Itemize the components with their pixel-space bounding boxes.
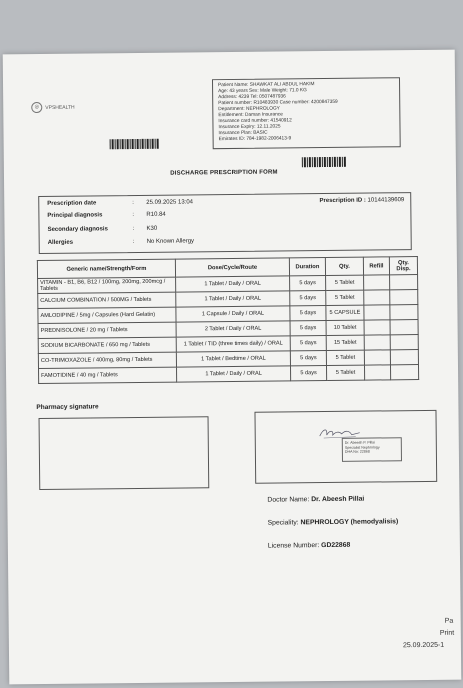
barcode-bar: [152, 139, 154, 149]
patient-info-line: Entitlement: Daman Insurance: [218, 112, 283, 119]
table-cell: 2 Tablet / Daily / ORAL: [176, 321, 290, 337]
patient-info-line: Age: 43 years Sex: Male Weight: 71.0 KG: [218, 88, 307, 95]
pharmacy-signature-label: Pharmacy signature: [36, 403, 99, 412]
table-cell: 5 days: [290, 351, 326, 366]
doctor-name-line: [267, 496, 364, 504]
barcode-bar: [112, 139, 114, 149]
table-cell: 10 Tablet: [326, 320, 364, 335]
table-cell: 5 Tablet: [326, 365, 364, 380]
barcode-bar: [150, 139, 151, 149]
secondary-diagnosis-label: Secondary diagnosis: [47, 226, 108, 233]
table-cell: [390, 275, 418, 290]
table-row: [39, 365, 419, 384]
barcode-bar: [332, 157, 333, 167]
table-cell: 5 Tablet: [326, 275, 364, 290]
patient-info-line: Address: 4239 Tel: 0507487936: [218, 94, 286, 101]
table-cell: [390, 335, 418, 350]
table-cell: [364, 335, 390, 350]
column-header: Qty.: [325, 257, 363, 275]
barcode-bar: [120, 139, 121, 149]
doctor-stamp: [342, 437, 402, 462]
patient-info-line: Insurance Plan: BASIC: [218, 130, 268, 137]
column-header: Generic name/Strength/Form: [37, 259, 175, 278]
table-cell: 5 days: [290, 321, 326, 336]
table-cell: VITAMIN - B1, B6, B12 / 100mg, 200mg, 200mcg / Tablets: [38, 277, 176, 293]
table-cell: [364, 275, 390, 290]
doctor-name-label: Doctor Name:: [267, 496, 310, 504]
doctor-name-value: Dr. Abeesh Pillai: [311, 495, 365, 504]
table-cell: [390, 350, 418, 365]
hospital-logo: [31, 102, 74, 113]
doctor-specialty-value: NEPHROLOGY (hemodyalisis): [300, 518, 399, 527]
table-cell: FAMOTIDINE / 40 mg / Tablets: [39, 367, 177, 383]
allergies-row: [48, 238, 194, 246]
secondary-diagnosis-row: [48, 226, 158, 233]
table-cell: 5 Tablet: [326, 350, 364, 365]
prescription-id-label: Prescription ID :: [319, 197, 366, 205]
doctor-signature-box: [254, 410, 437, 484]
barcode-bar: [130, 139, 131, 149]
doctor-license-line: [268, 542, 350, 550]
table-cell: [390, 320, 418, 335]
colon: :: [132, 239, 135, 246]
prescription-id-value: 10144139609: [367, 197, 405, 204]
prescription-date-value: 25.09.2025 13:04: [146, 199, 194, 206]
table-cell: 5 days: [290, 336, 326, 351]
column-header: Qty. Disp.: [389, 257, 417, 275]
patient-info-line: Emirates ID: 784-1982-2006413-9: [218, 136, 292, 143]
prescription-summary-box: [38, 192, 412, 254]
table-cell: CO-TRIMOXAZOLE / 400mg, 80mg / Tablets: [38, 352, 176, 368]
form-title: DISCHARGE PRESCRIPTION FORM: [170, 169, 278, 177]
table-cell: 15 Tablet: [326, 335, 364, 350]
secondary-diagnosis-value: K30: [146, 225, 158, 232]
patient-info-line: Department: NEPHROLOGY: [218, 106, 280, 113]
table-cell: CALCIUM COMBINATION / 500MG / Tablets: [38, 292, 176, 308]
colon: :: [132, 212, 135, 219]
patient-info-line: Insurance card number: 41540912: [218, 118, 292, 125]
barcode-bar: [339, 157, 341, 167]
table-cell: 5 days: [290, 276, 326, 291]
prescription-date-label: Prescription date: [47, 200, 97, 207]
barcode-bar: [344, 157, 346, 167]
barcode-bar: [127, 139, 129, 149]
barcode-bar: [135, 139, 136, 149]
barcode-bar: [132, 139, 134, 149]
prescription-sheet: [3, 50, 462, 685]
barcode-bar: [337, 157, 338, 167]
table-cell: 1 Tablet / TID (three times daily) / ORAL: [176, 336, 290, 352]
prescription-id: [320, 197, 405, 204]
barcode-bar: [137, 139, 139, 149]
footer-page: Pa: [444, 617, 454, 625]
stamp-line: DHA No: 22868: [344, 449, 370, 454]
patient-info-line: Insurance Expiry: 12.11.2025: [218, 124, 281, 131]
doctor-license-value: GD22868: [321, 541, 351, 550]
barcode-bar: [319, 157, 321, 167]
table-cell: PREDNISOLONE / 20 mg / Tablets: [38, 322, 176, 338]
barcode-bar: [334, 157, 336, 167]
allergies-label: Allergies: [47, 239, 74, 246]
barcode-bar: [147, 139, 149, 149]
stamp-line: Specialist Nephrology: [344, 444, 380, 450]
barcode-left: [110, 139, 160, 150]
medication-table: [37, 256, 419, 384]
doctor-license-label: License Number:: [267, 542, 320, 550]
patient-info-line: Patient Name: SHAWKAT ALI ABDUL HAKIM: [218, 82, 315, 89]
table-cell: 5 CAPSULE: [326, 305, 364, 320]
column-header: Duration: [289, 258, 325, 276]
table-cell: [364, 350, 390, 365]
table-cell: [390, 305, 418, 320]
doctor-specialty-line: [268, 518, 399, 526]
table-cell: [390, 290, 418, 305]
barcode-bar: [140, 139, 141, 149]
barcode-bar: [327, 157, 328, 167]
table-cell: [364, 290, 390, 305]
table-cell: 5 days: [290, 366, 326, 381]
footer-printed-date: 25.09.2025-1: [402, 641, 445, 650]
table-cell: 5 days: [290, 306, 326, 321]
table-cell: [364, 365, 390, 380]
barcode-bar: [117, 139, 119, 149]
barcode-bar: [304, 157, 306, 167]
principal-diagnosis-row: [47, 212, 165, 219]
table-cell: [390, 365, 418, 380]
barcode-bar: [322, 157, 323, 167]
barcode-bar: [324, 157, 326, 167]
table-cell: 1 Tablet / Daily / ORAL: [176, 291, 290, 307]
table-cell: [364, 320, 390, 335]
table-cell: AMLODIPINE / 5mg / Capsules (Hard Gelatin): [38, 307, 176, 323]
table-cell: SODIUM BICARBONATE / 650 mg / Tablets: [38, 337, 176, 353]
barcode-bar: [314, 157, 316, 167]
barcode-bar: [312, 157, 313, 167]
barcode-bar: [122, 139, 124, 149]
table-cell: [364, 305, 390, 320]
allergies-value: No Known Allergy: [146, 238, 195, 245]
table-cell: 1 Tablet / Daily / ORAL: [176, 276, 290, 292]
medication-rows: [38, 275, 419, 384]
column-header: Dose/Cycle/Route: [175, 258, 289, 277]
patient-info-box: [212, 77, 401, 149]
table-cell: 1 Tablet / Daily / ORAL: [176, 366, 290, 382]
column-header: Refill: [363, 257, 389, 275]
logo-text: VPSHEALTH: [45, 104, 75, 111]
barcode-bar: [157, 139, 159, 149]
barcode-bar: [342, 157, 343, 167]
barcode-bar: [307, 157, 308, 167]
barcode-bar: [309, 157, 311, 167]
barcode-bar: [329, 157, 331, 167]
stamp-line: Dr. Abeesh P. Pillai: [344, 440, 375, 445]
barcode-bar: [302, 157, 303, 167]
colon: :: [132, 226, 135, 233]
patient-info-line: Patient number: R10483930 Case number: 4200847359: [218, 99, 338, 107]
footer-printed-label: Print: [439, 629, 455, 637]
principal-diagnosis-label: Principal diagnosis: [47, 212, 103, 219]
pharmacy-signature-box: [39, 416, 210, 490]
patient-info-lines: [218, 81, 395, 143]
table-cell: 5 days: [290, 291, 326, 306]
colon: :: [132, 200, 134, 207]
table-cell: 1 Capsule / Daily / ORAL: [176, 306, 290, 322]
table-cell: 1 Tablet / Bedtime / ORAL: [176, 351, 290, 367]
barcode-bar: [317, 157, 318, 167]
doctor-specialty-label: Speciality:: [267, 519, 299, 527]
barcode-bar: [115, 139, 116, 149]
barcode-bar: [145, 139, 146, 149]
barcode-bar: [125, 139, 126, 149]
barcode-bar: [142, 139, 144, 149]
table-cell: 5 Tablet: [326, 290, 364, 305]
principal-diagnosis-value: R10.84: [146, 211, 166, 218]
prescription-date-row: [47, 199, 193, 207]
barcode-bar: [110, 139, 111, 149]
barcode-bar: [155, 139, 156, 149]
barcode-right: [302, 157, 347, 167]
logo-icon: ◎: [31, 102, 42, 113]
